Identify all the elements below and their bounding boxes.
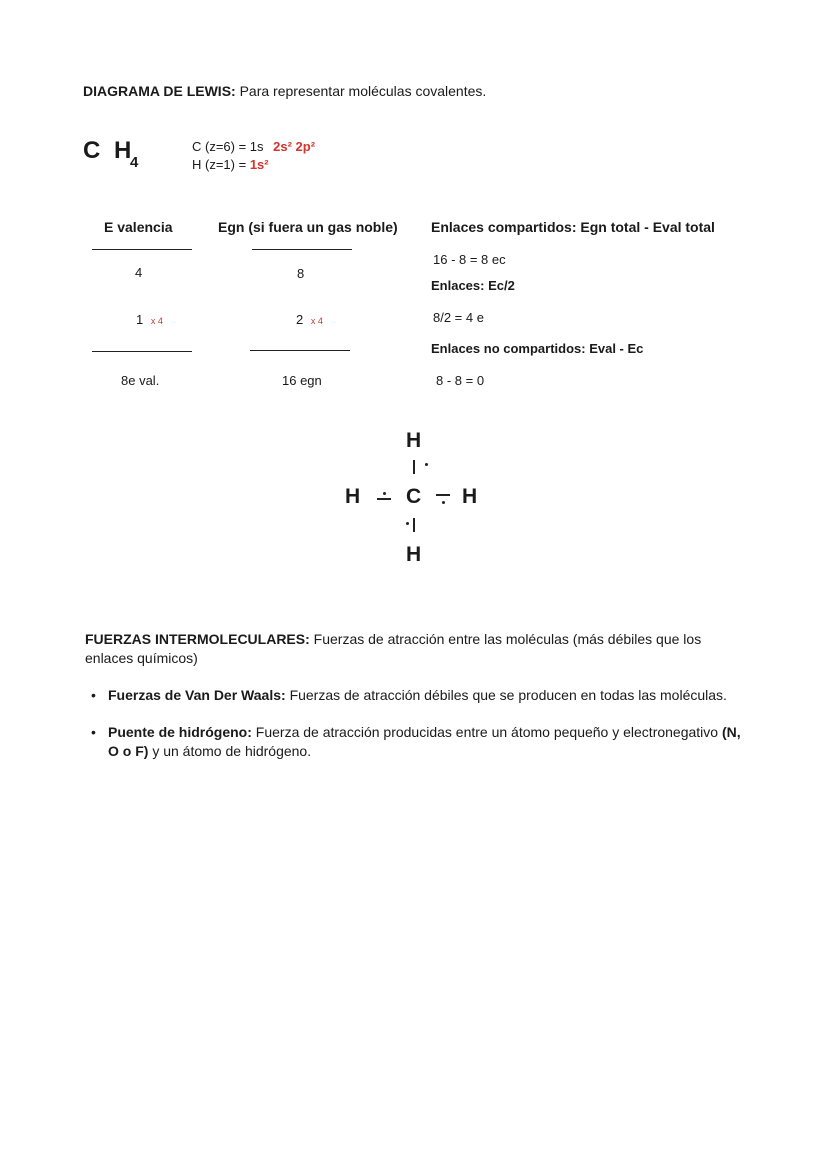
col1-bottom-rule (92, 351, 192, 352)
hydrogen-config-highlight: 1s² (249, 157, 269, 172)
col1-header: E valencia (104, 219, 173, 235)
electron-bottom (406, 522, 409, 525)
lewis-h-top: H (406, 429, 422, 452)
bullet-hydrogen-bond-title: Puente de hidrógeno: (108, 724, 252, 740)
col3-calc1: 16 - 8 = 8 ec (433, 252, 506, 267)
col2-total: 16 egn (282, 373, 322, 388)
col2-value2 (296, 312, 323, 327)
lewis-heading-line (83, 83, 486, 99)
forces-heading: FUERZAS INTERMOLECULARES: (85, 631, 310, 647)
electron-left (383, 492, 386, 495)
bond-left (377, 498, 391, 500)
bond-right (436, 494, 450, 496)
lewis-center-c: C (406, 485, 422, 508)
lewis-h-right: H (462, 485, 478, 508)
col3-label2: Enlaces: Ec/2 (431, 278, 515, 293)
bullet-van-der-waals (108, 686, 748, 705)
hydrogen-config (192, 157, 269, 172)
col2-top-rule (252, 249, 352, 250)
col3-label3: Enlaces no compartidos: Eval - Ec (431, 341, 644, 356)
molecule-subscript: 4 (130, 154, 139, 171)
col1-value2-num: 1 (136, 312, 144, 327)
bullet-hydrogen-bond-elements: (N, O o F) (108, 724, 741, 759)
electron-top (425, 463, 428, 466)
col3-calc3: 8 - 8 = 0 (436, 373, 485, 388)
bullet-hydrogen-bond-text2: y un átomo de hidrógeno. (152, 743, 312, 759)
forces-heading-block (85, 630, 745, 668)
electron-right (442, 501, 445, 504)
lewis-h-left: H (345, 485, 361, 508)
lewis-heading: DIAGRAMA DE LEWIS: (83, 83, 236, 99)
col1-total: 8e val. (121, 373, 160, 388)
col2-header: Egn (si fuera un gas noble) (218, 219, 398, 235)
carbon-config-highlight: 2s² 2p² (273, 139, 316, 154)
bullet-hydrogen-bond-text: Fuerza de atracción producidas entre un átomo pequeño y electronegativo (255, 724, 719, 740)
bond-top (413, 460, 415, 474)
hydrogen-config-label: H (z=1) = (192, 157, 247, 172)
col2-bottom-rule (250, 350, 350, 351)
forces-heading-text: Fuerzas de atracción entre las moléculas (más débiles que los enlaces químicos) (85, 631, 702, 666)
lewis-heading-text: Para representar moléculas covalentes. (239, 83, 487, 99)
molecule-element-h: H (114, 137, 132, 164)
col1-value2 (136, 312, 163, 327)
col2-value2-num: 2 (296, 312, 304, 327)
bullet-van-der-waals-text: Fuerzas de atracción débiles que se producen en todas las moléculas. (289, 687, 727, 703)
col2-value2-mult: x 4 (310, 316, 323, 326)
col2-value1: 8 (297, 266, 305, 281)
bullet-van-der-waals-title: Fuerzas de Van Der Waals: (108, 687, 286, 703)
col1-value2-mult: x 4 (150, 316, 163, 326)
col3-header: Enlaces compartidos: Egn total - Eval total (431, 219, 715, 235)
bond-bottom (413, 518, 415, 532)
carbon-config (192, 139, 315, 154)
col1-top-rule (92, 249, 192, 250)
carbon-config-label: C (z=6) = 1s (192, 139, 264, 154)
molecule-element-c: C (83, 137, 101, 164)
col3-calc2: 8/2 = 4 e (433, 310, 484, 325)
bullet-hydrogen-bond (108, 723, 748, 761)
lewis-h-bottom: H (406, 543, 422, 566)
col1-value1: 4 (135, 265, 143, 280)
